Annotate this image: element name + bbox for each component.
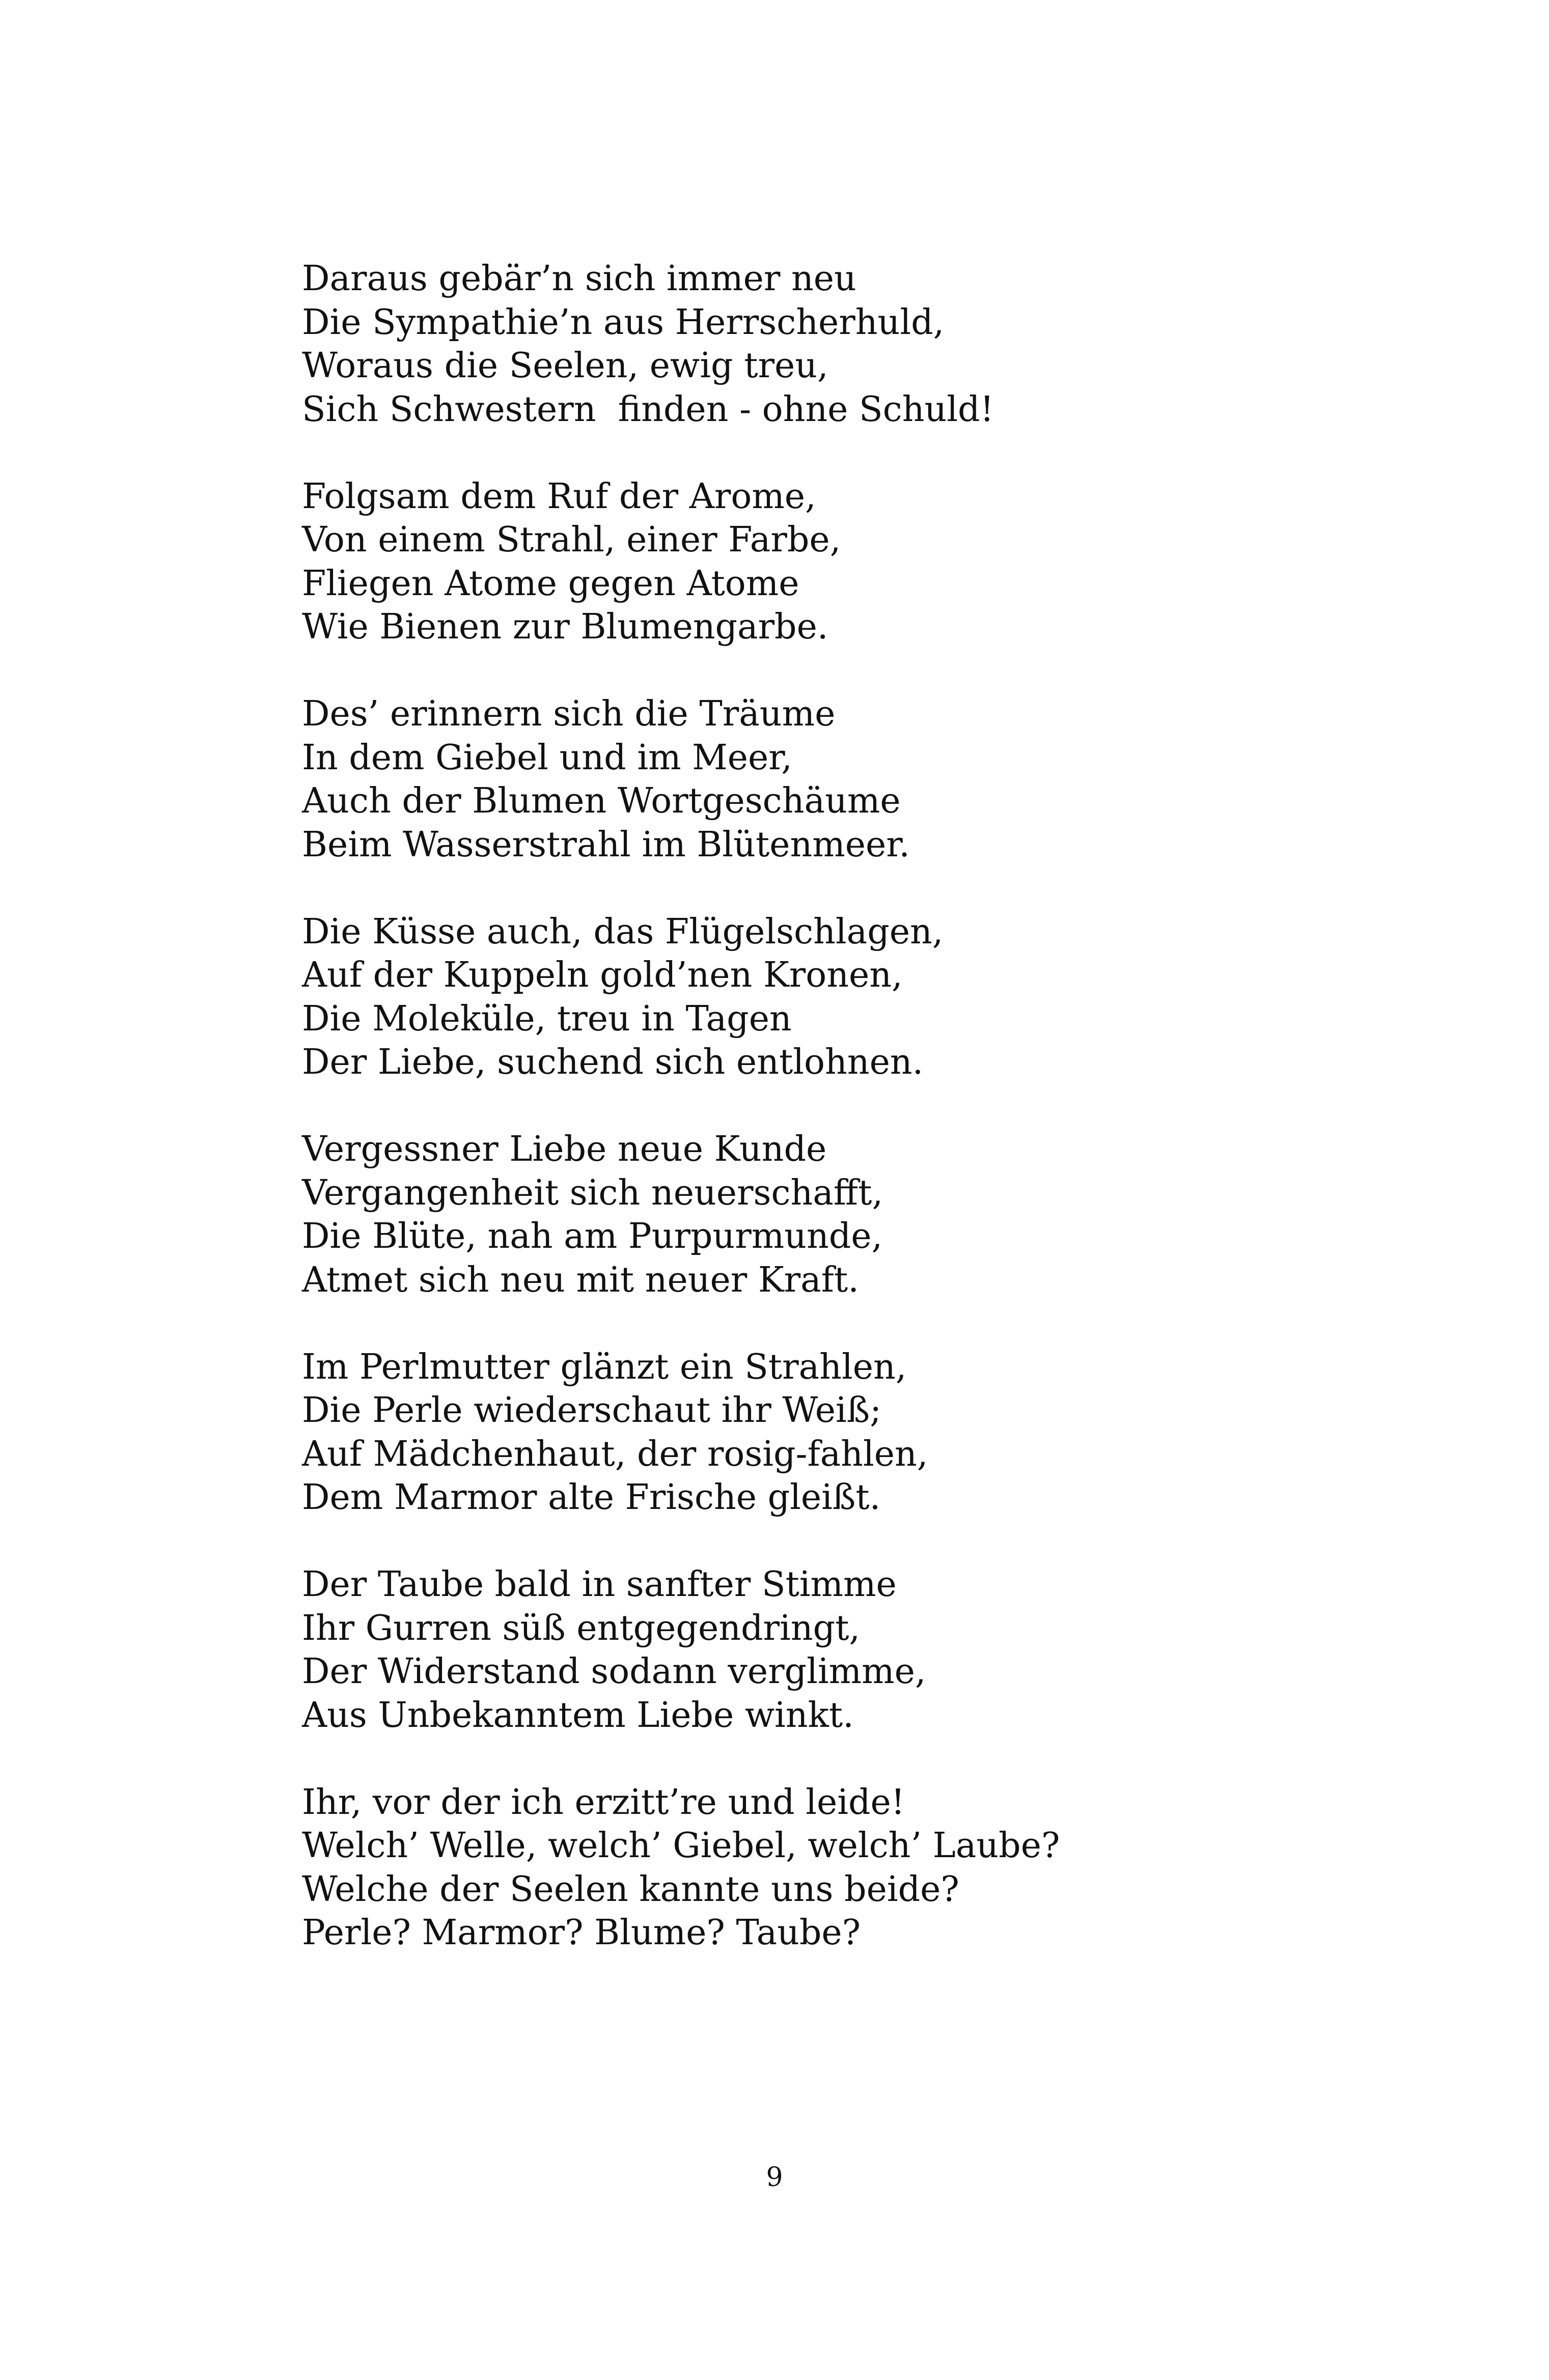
verse-line: Von einem Strahl, einer Farbe, [302,520,841,560]
verse-line: Die Küsse auch, das Flügelschlagen, [302,911,944,952]
verse-line: Im Perlmutter glänzt ein Strahlen, [302,1347,907,1387]
verse-line: Des’ erinnern sich die Träume [302,694,836,734]
verse-line: Der Widerstand sodann verglimme, [302,1651,926,1692]
verse-line: Auf der Kuppeln gold’nen Kronen, [302,955,903,995]
verse-line: In dem Giebel und im Meer, [302,737,792,778]
verse-line: Auch der Blumen Wortgeschäume [302,781,901,821]
verse-line: Sich Schwestern finden - ohne Schuld! [302,389,994,430]
verse-line: Auf Mädchenhaut, der rosig-fahlen, [302,1434,928,1474]
verse-line: Ihr Gurren süß entgegendringt, [302,1608,861,1648]
stanza [302,1346,1060,1520]
verse-line: Perle? Marmor? Blume? Taube? [302,1913,861,1953]
verse-line: Atmet sich neu mit neuer Kraft. [302,1259,859,1300]
stanza [302,257,1060,431]
stanza [302,1563,1060,1737]
verse-line: Dem Marmor alte Frische gleißt. [302,1477,881,1518]
verse-line: Die Perle wiederschaut ihr Weiß; [302,1390,882,1431]
verse-line: Folgsam dem Ruf der Arome, [302,476,816,517]
page-number: 9 [766,2162,783,2193]
verse-line: Welch’ Welle, welch’ Giebel, welch’ Laube? [302,1826,1060,1866]
verse-line: Die Blüte, nah am Purpurmunde, [302,1216,883,1256]
verse-line: Beim Wasserstrahl im Blütenmeer. [302,824,910,865]
verse-line: Aus Unbekanntem Liebe winkt. [302,1695,854,1735]
stanza [302,1781,1060,1955]
verse-line: Ihr, vor der ich erzitt’re und leide! [302,1782,905,1823]
verse-line: Vergessner Liebe neue Kunde [302,1129,827,1169]
stanza [302,692,1060,866]
verse-line: Die Sympathie’n aus Herrscherhuld, [302,302,945,343]
poem-body [302,257,1060,1955]
verse-line: Der Taube bald in sanfter Stimme [302,1564,897,1605]
verse-line: Woraus die Seelen, ewig treu, [302,346,828,386]
stanza [302,1128,1060,1302]
verse-line: Vergangenheit sich neuerschafft, [302,1172,883,1213]
verse-line: Fliegen Atome gegen Atome [302,563,799,604]
verse-line: Welche der Seelen kannte uns beide? [302,1869,959,1910]
verse-line: Daraus gebär’n sich immer neu [302,259,856,299]
verse-line: Der Liebe, suchend sich entlohnen. [302,1042,924,1082]
verse-line: Die Moleküle, treu in Tagen [302,998,792,1039]
verse-line: Wie Bienen zur Blumengarbe. [302,607,828,647]
stanza [302,475,1060,649]
stanza [302,910,1060,1084]
